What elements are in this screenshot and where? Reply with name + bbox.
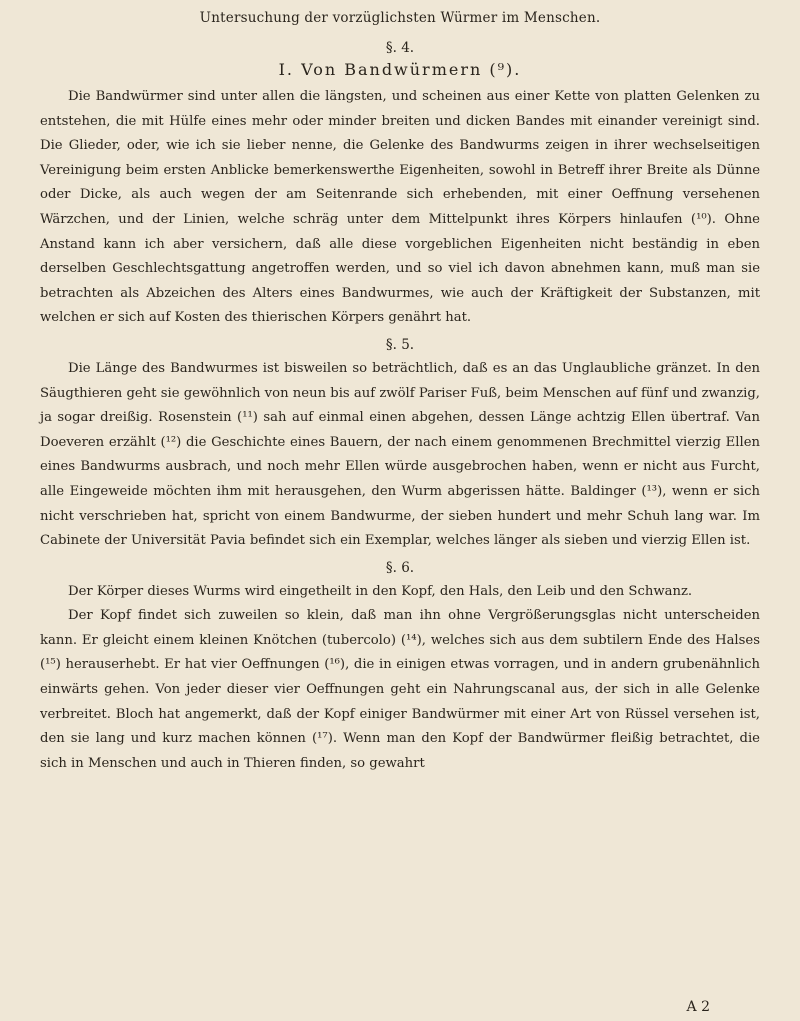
section-number: §. 6.	[385, 559, 415, 576]
section-number: §. 5.	[385, 336, 415, 353]
running-head: Untersuchung der vorzüglichsten Würmer im Menschen.	[199, 10, 601, 26]
paragraph: Die Länge des Bandwurmes ist bisweilen so beträchtlich, daß es an das Unglaubliche gränzet. In den Säugthieren geht sie gewöhnlich von neun bis auf zwölf Pariser Fuß, beim Menschen auf fünf und zwanzig, ja sogar dreißig. Rosenstein (¹¹) sah auf einmal einen abgehen, dessen Länge achtzig Ellen übertraf. Van Doeveren erzählt (¹²) die Geschichte eines Bauern, der nach einem genommenen Brechmittel vierzig Ellen eines Bandwurms ausbrach, und noch mehr Ellen würde ausgebrochen haben, wenn er nicht aus Furcht, alle Eingeweide möchten ihm mit herausgehen, den Wurm abgerissen hätte. Baldinger (¹³), wenn er sich nicht verschrieben hat, spricht von einem Bandwurme, der sieben hundert und mehr Schuh lang war. Im Cabinete der Universität Pavia befindet sich ein Exemplar, welches länger als sieben und vierzig Ellen ist.	[40, 360, 760, 549]
paragraph: Der Kopf findet sich zuweilen so klein, daß man ihn ohne Vergrößerungsglas nicht unterscheiden kann. Er gleicht einem kleinen Knötchen (tubercolo) (¹⁴), welches sich aus dem subtilern Ende des Halses (¹⁵) herauserhebt. Er hat vier Oeffnungen (¹⁶), die in einigen etwas vorragen, und in andern grubenähnlich einwärts gehen. Von jeder dieser vier Oeffnungen geht ein Nahrungscanal aus, der sich in alle Gelenke verbreitet. Bloch hat angemerkt, daß der Kopf einiger Bandwürmer mit einer Art von Rüssel versehen ist, den sie lang und kurz machen können (¹⁷). Wenn man den Kopf der Bandwürmer fleißig betrachtet, die sich in Menschen und auch in Thieren finden, so gewahrt	[40, 608, 760, 771]
paragraph: Die Bandwürmer sind unter allen die längsten, und scheinen aus einer Kette von platten Gelenken zu entstehen, die mit Hülfe eines mehr oder minder breiten und dicken Bandes mit einander vereinigt sind. Die Glieder, oder, wie ich sie lieber nenne, die Gelenke des Bandwurms zeigen in ihrer wechselseitigen Vereinigung beim ersten Anblicke bemerkenswerthe Eigenheiten, sowohl in Betreff ihrer Breite als Dünne oder Dicke, als auch wegen der am Seitenrande sich erhebenden, mit einer Oeffnung versehenen Wärzchen, und der Linien, welche schräg unter dem Mittelpunkt ihres Körpers hinlaufen (¹⁰). Ohne Anstand kann ich aber versichern, daß alle diese vorgeblichen Eigenheiten nicht beständig in eben derselben Geschlechtsgattung angetroffen werden, und so viel ich davon abnehmen kann, muß man sie betrachten als Abzeichen des Alters eines Bandwurmes, wie auch der Kräftigkeit der Substanzen, mit welchen er sich auf Kosten des thierischen Körpers genährt hat.	[40, 89, 760, 326]
signature-mark: A 2	[686, 999, 710, 1015]
section-number: §. 4.	[385, 40, 415, 56]
paragraph: Der Körper dieses Wurms wird eingetheilt in den Kopf, den Hals, den Leib und den Schwanz.	[68, 583, 693, 599]
section-heading: I. Von Bandwürmern (⁹).	[278, 60, 522, 79]
